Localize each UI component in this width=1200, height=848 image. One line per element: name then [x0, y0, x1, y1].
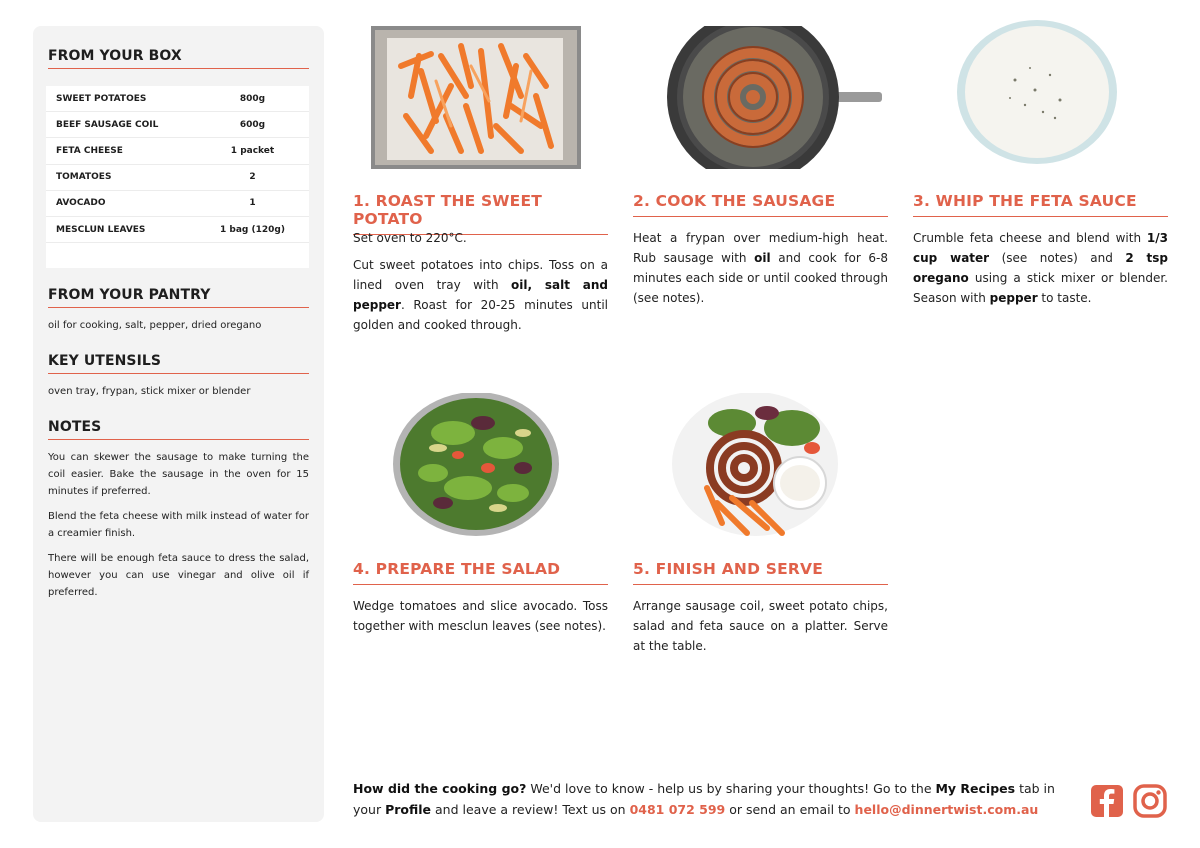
step-3-para: Crumble feta cheese and blend with 1/3 cup water (see notes) and 2 tsp oregano using a stick mixer or blender. Season with pepper to taste. — [913, 231, 1169, 305]
ingredients-table — [46, 86, 309, 268]
note-item: There will be enough feta sauce to dress the salad, however you can use vinegar and olive oil if preferred. — [48, 553, 309, 598]
feedback-footer: How did the cooking go? We'd love to know - help us by sharing your thoughts! Go to the My Recipes tab in your Profile and leave a review! Text us on 0481 072 599 or send an email to hello@dinnertwist.com.au — [353, 781, 1055, 817]
ingredient-qty: 800g — [239, 93, 266, 104]
from-your-box-title: FROM YOUR BOX — [48, 48, 309, 69]
ingredient-name: BEEF SAUSAGE COIL — [56, 119, 159, 130]
note-item: Blend the feta cheese with milk instead of water for a creamier finish. — [48, 511, 309, 539]
table-row — [46, 86, 309, 112]
ingredient-qty: 1 bag (120g) — [220, 224, 285, 235]
table-row — [46, 138, 309, 164]
instagram-icon[interactable] — [1133, 784, 1167, 818]
pantry-text: oil for cooking, salt, pepper, dried oregano — [48, 320, 262, 331]
step-4-text — [353, 596, 608, 643]
from-your-pantry-title: FROM YOUR PANTRY — [48, 287, 309, 308]
table-row — [46, 112, 309, 138]
step-5-para: Arrange sausage coil, sweet potato chips, salad and feta sauce on a platter. Serve at the table. — [633, 599, 888, 653]
email-link[interactable]: hello@dinnertwist.com.au — [854, 802, 1039, 817]
facebook-icon[interactable] — [1090, 784, 1124, 818]
salad-bowl-image — [393, 393, 559, 536]
table-row — [46, 217, 309, 243]
ingredient-name: SWEET POTATOES — [56, 93, 147, 104]
ingredient-name: MESCLUN LEAVES — [56, 224, 146, 235]
step-4-para: Wedge tomatoes and slice avocado. Toss together with mesclun leaves (see notes). — [353, 599, 608, 633]
sausage-frypan-image — [667, 26, 882, 169]
step-5-text — [633, 596, 888, 663]
finished-plate-image — [672, 393, 838, 536]
ingredient-qty: 1 — [249, 198, 256, 209]
step-1-text — [353, 228, 608, 342]
step-2-title: 2. COOK THE SAUSAGE — [633, 192, 888, 217]
step-2-para: Heat a frypan over medium-high heat. Rub sausage with oil and cook for 6-8 minutes each side or until cooked through (see notes). — [633, 231, 888, 305]
step-3-title: 3. WHIP THE FETA SAUCE — [913, 192, 1168, 217]
ingredient-name: FETA CHEESE — [56, 145, 123, 156]
ingredient-qty: 600g — [239, 119, 266, 130]
feta-sauce-bowl-image — [955, 20, 1120, 167]
step-1-para: Cut sweet potatoes into chips. Toss on a lined oven tray with oil, salt and pepper. Roast for 20-25 minutes until golden and cooked through. — [353, 258, 608, 332]
sidebar — [33, 26, 324, 822]
phone-link[interactable]: 0481 072 599 — [629, 802, 726, 817]
note-item: You can skewer the sausage to make turning the coil easier. Bake the sausage in the oven for 15 minutes if preferred. — [48, 452, 309, 497]
step-4-title: 4. PREPARE THE SALAD — [353, 560, 608, 585]
step-1-title: 1. ROAST THE SWEET POTATO — [353, 192, 608, 235]
ingredient-name: TOMATOES — [56, 172, 112, 183]
step-1-para: Set oven to 220°C. — [353, 231, 467, 245]
ingredient-qty: 1 packet — [230, 145, 275, 156]
profile-link[interactable]: Profile — [385, 802, 432, 817]
step-5-title: 5. FINISH AND SERVE — [633, 560, 888, 585]
notes-title: NOTES — [48, 419, 309, 440]
my-recipes-link[interactable]: My Recipes — [935, 781, 1016, 796]
table-row — [46, 191, 309, 217]
step-2-text — [633, 228, 888, 315]
table-row — [46, 165, 309, 191]
step-3-text — [913, 228, 1168, 315]
feedback-question: How did the cooking go? — [353, 781, 527, 796]
utensils-text: oven tray, frypan, stick mixer or blender — [48, 386, 251, 397]
notes-list — [48, 449, 309, 609]
key-utensils-title: KEY UTENSILS — [48, 353, 309, 374]
sweet-potato-tray-image — [371, 26, 581, 169]
ingredient-name: AVOCADO — [56, 198, 106, 209]
ingredient-qty: 2 — [249, 172, 256, 183]
